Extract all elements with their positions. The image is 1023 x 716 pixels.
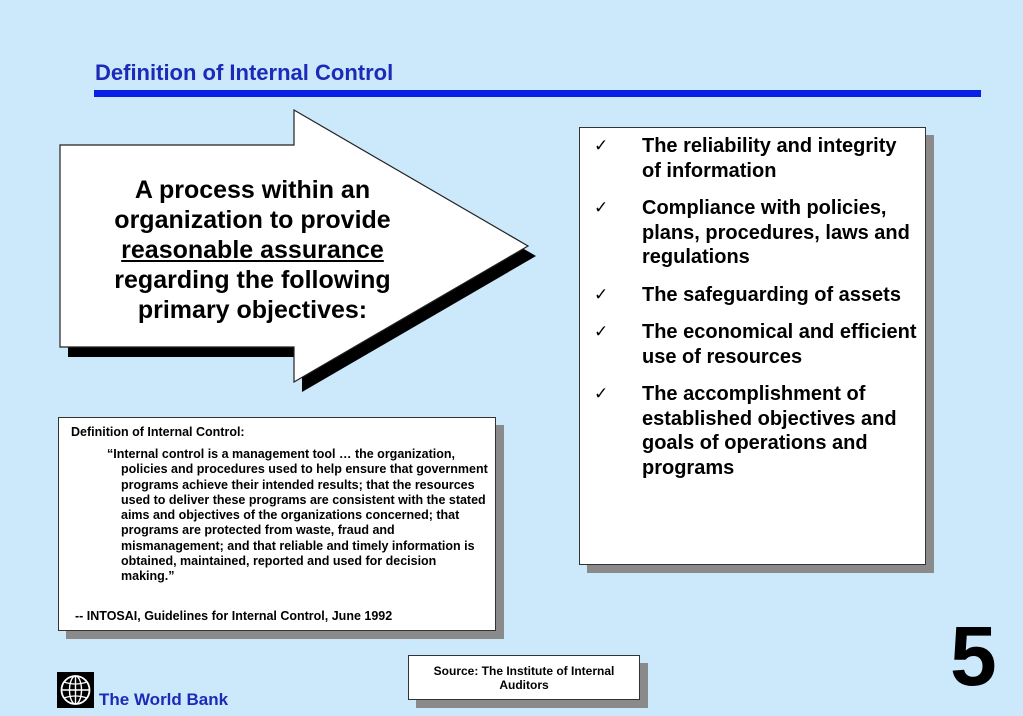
checkmark-icon: ✓: [594, 322, 609, 341]
objective-text: The accomplishment of established objectives and goals of operations and programs: [642, 383, 897, 479]
slide-title: Definition of Internal Control: [95, 60, 394, 85]
definition-quote: “Internal control is a management tool … the organization, policies and procedures used to help ensure that government programs achieve their intended results; that the resources used to deliver these programs are consistent with the stated aims and objectives of the organizations concerned; that programs are protected from waste, fraud and mismanagement; and that reliable and timely information is obtained, maintained, reported and used for decision making.”: [107, 447, 488, 584]
objectives-box: [579, 127, 926, 565]
arrow-statement-line1: A process within an organization to provide: [114, 176, 391, 234]
definition-citation: -- INTOSAI, Guidelines for Internal Control, June 1992: [75, 609, 393, 623]
source-text: Source: The Institute of Internal Auditors: [433, 664, 615, 692]
objective-item: [580, 320, 925, 369]
objective-item: [580, 134, 925, 183]
objectives-list: [580, 128, 925, 480]
objective-item: [580, 196, 925, 270]
definition-heading: Definition of Internal Control:: [71, 425, 245, 439]
title-underline-rule: [94, 90, 981, 97]
world-bank-globe-icon: [57, 672, 94, 708]
reasonable-assurance-text: reasonable assurance: [121, 236, 384, 264]
objective-text: Compliance with policies, plans, procedures, laws and regulations: [642, 197, 910, 268]
definition-box: [58, 417, 496, 631]
page-number: 5: [950, 609, 997, 703]
objective-text: The reliability and integrity of information: [642, 135, 897, 182]
objective-text: The safeguarding of assets: [642, 283, 901, 306]
checkmark-icon: ✓: [594, 384, 609, 403]
source-box: [408, 655, 640, 700]
objective-item: [580, 283, 925, 308]
arrow-statement: [80, 175, 425, 325]
objective-item: [580, 382, 925, 480]
world-bank-label: The World Bank: [99, 690, 229, 709]
objective-text: The economical and efficient use of resources: [642, 321, 917, 368]
checkmark-icon: ✓: [594, 198, 609, 217]
checkmark-icon: ✓: [594, 284, 609, 304]
checkmark-icon: ✓: [594, 136, 609, 155]
arrow-statement-line2: regarding the following primary objectives:: [114, 266, 391, 324]
